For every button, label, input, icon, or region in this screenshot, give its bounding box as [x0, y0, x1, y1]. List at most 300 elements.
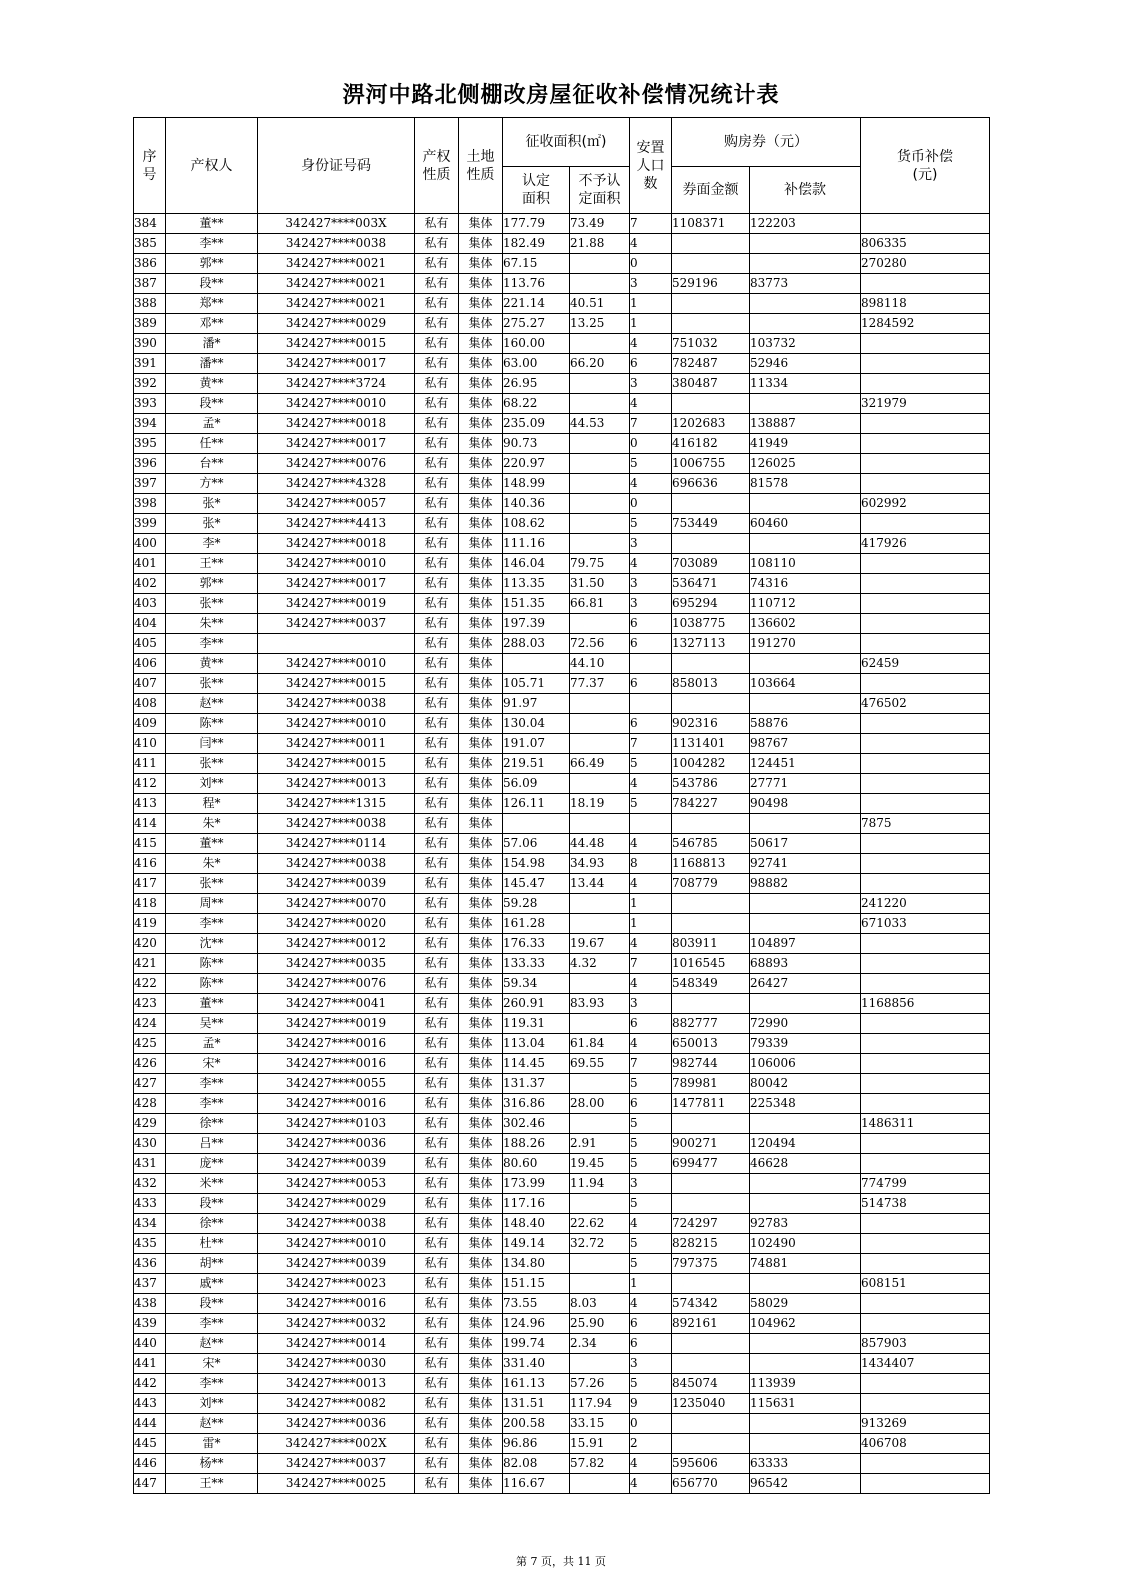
cell-voucher-comp: 52946: [750, 354, 861, 374]
cell-property-nature: 私有: [415, 1194, 459, 1214]
cell-land-nature: 集体: [459, 334, 503, 354]
cell-id-number: 342427****0114: [258, 834, 415, 854]
cell-seq: 396: [134, 454, 166, 474]
table-row: [134, 354, 990, 374]
cell-land-nature: 集体: [459, 1094, 503, 1114]
cell-owner: 庞**: [166, 1154, 258, 1174]
cell-property-nature: 私有: [415, 234, 459, 254]
table-row: [134, 694, 990, 714]
header-area-confirmed: 认定 面积: [503, 167, 570, 214]
cell-voucher-face: 1016545: [672, 954, 750, 974]
cell-land-nature: 集体: [459, 1374, 503, 1394]
cell-area-unconfirmed: 8.03: [570, 1294, 630, 1314]
cell-id-number: 342427****0015: [258, 334, 415, 354]
cell-owner: 张**: [166, 594, 258, 614]
cell-seq: 438: [134, 1294, 166, 1314]
cell-population: 3: [630, 274, 672, 294]
cell-property-nature: 私有: [415, 434, 459, 454]
cell-owner: 方**: [166, 474, 258, 494]
cell-area-confirmed: 151.35: [503, 594, 570, 614]
cell-property-nature: 私有: [415, 414, 459, 434]
cell-voucher-face: [672, 1414, 750, 1434]
cell-owner: 张**: [166, 874, 258, 894]
cell-owner: 任**: [166, 434, 258, 454]
cell-cash: [861, 1094, 990, 1114]
cell-property-nature: 私有: [415, 294, 459, 314]
cell-land-nature: 集体: [459, 594, 503, 614]
cell-land-nature: 集体: [459, 1354, 503, 1374]
cell-seq: 442: [134, 1374, 166, 1394]
cell-property-nature: 私有: [415, 1414, 459, 1434]
cell-area-unconfirmed: 28.00: [570, 1094, 630, 1114]
table-row: [134, 674, 990, 694]
cell-property-nature: 私有: [415, 354, 459, 374]
cell-cash: 270280: [861, 254, 990, 274]
cell-cash: [861, 554, 990, 574]
cell-cash: 321979: [861, 394, 990, 414]
cell-area-unconfirmed: 57.26: [570, 1374, 630, 1394]
cell-population: 6: [630, 1334, 672, 1354]
cell-voucher-comp: 191270: [750, 634, 861, 654]
cell-owner: 赵**: [166, 1414, 258, 1434]
table-row: [134, 414, 990, 434]
cell-voucher-comp: [750, 1334, 861, 1354]
cell-voucher-face: [672, 994, 750, 1014]
cell-voucher-face: 1006755: [672, 454, 750, 474]
table-row: [134, 454, 990, 474]
cell-area-unconfirmed: 31.50: [570, 574, 630, 594]
table-row: [134, 554, 990, 574]
cell-id-number: 342427****0025: [258, 1474, 415, 1494]
cell-cash: [861, 714, 990, 734]
cell-voucher-comp: [750, 314, 861, 334]
cell-cash: 671033: [861, 914, 990, 934]
table-row: [134, 494, 990, 514]
cell-owner: 台**: [166, 454, 258, 474]
cell-id-number: 342427****0017: [258, 354, 415, 374]
cell-seq: 399: [134, 514, 166, 534]
cell-cash: [861, 574, 990, 594]
cell-owner: 周**: [166, 894, 258, 914]
cell-voucher-face: 546785: [672, 834, 750, 854]
cell-land-nature: 集体: [459, 1414, 503, 1434]
table-row: [134, 1454, 990, 1474]
table-row: [134, 1314, 990, 1334]
cell-voucher-comp: 81578: [750, 474, 861, 494]
cell-seq: 436: [134, 1254, 166, 1274]
cell-cash: 1434407: [861, 1354, 990, 1374]
cell-land-nature: 集体: [459, 734, 503, 754]
cell-area-unconfirmed: [570, 494, 630, 514]
cell-land-nature: 集体: [459, 1194, 503, 1214]
cell-population: 4: [630, 974, 672, 994]
cell-id-number: 342427****0015: [258, 674, 415, 694]
cell-population: 3: [630, 534, 672, 554]
cell-cash: [861, 734, 990, 754]
cell-property-nature: 私有: [415, 694, 459, 714]
cell-voucher-face: 782487: [672, 354, 750, 374]
cell-id-number: 342427****0038: [258, 234, 415, 254]
cell-population: 5: [630, 1234, 672, 1254]
cell-owner: 李**: [166, 1094, 258, 1114]
table-row: [134, 834, 990, 854]
cell-id-number: 342427****0016: [258, 1094, 415, 1114]
cell-cash: [861, 434, 990, 454]
cell-cash: 7875: [861, 814, 990, 834]
cell-land-nature: 集体: [459, 1014, 503, 1034]
cell-seq: 421: [134, 954, 166, 974]
table-row: [134, 334, 990, 354]
cell-area-confirmed: 131.37: [503, 1074, 570, 1094]
cell-property-nature: 私有: [415, 934, 459, 954]
table-body: [134, 214, 990, 1494]
cell-property-nature: 私有: [415, 514, 459, 534]
table-row: [134, 254, 990, 274]
cell-owner: 张**: [166, 754, 258, 774]
header-voucher-comp: 补偿款: [750, 167, 861, 214]
cell-area-confirmed: 113.35: [503, 574, 570, 594]
cell-cash: [861, 474, 990, 494]
cell-cash: [861, 934, 990, 954]
cell-voucher-comp: 115631: [750, 1394, 861, 1414]
cell-voucher-comp: 72990: [750, 1014, 861, 1034]
cell-owner: 陈**: [166, 714, 258, 734]
table-row: [134, 594, 990, 614]
cell-id-number: 342427****0021: [258, 254, 415, 274]
cell-id-number: 342427****0030: [258, 1354, 415, 1374]
cell-area-confirmed: 235.09: [503, 414, 570, 434]
cell-area-unconfirmed: 21.88: [570, 234, 630, 254]
cell-owner: 李**: [166, 634, 258, 654]
cell-population: 4: [630, 874, 672, 894]
cell-area-unconfirmed: 69.55: [570, 1054, 630, 1074]
cell-owner: 朱*: [166, 814, 258, 834]
cell-cash: [861, 1454, 990, 1474]
cell-area-unconfirmed: 79.75: [570, 554, 630, 574]
cell-area-confirmed: 288.03: [503, 634, 570, 654]
cell-population: 5: [630, 794, 672, 814]
cell-population: 5: [630, 1374, 672, 1394]
cell-property-nature: 私有: [415, 1294, 459, 1314]
cell-owner: 黄**: [166, 374, 258, 394]
cell-voucher-face: [672, 814, 750, 834]
cell-area-confirmed: 188.26: [503, 1134, 570, 1154]
cell-seq: 387: [134, 274, 166, 294]
cell-property-nature: 私有: [415, 954, 459, 974]
cell-population: 4: [630, 234, 672, 254]
cell-cash: 1284592: [861, 314, 990, 334]
cell-id-number: 342427****0041: [258, 994, 415, 1014]
cell-id-number: 342427****0076: [258, 974, 415, 994]
cell-id-number: 342427****0082: [258, 1394, 415, 1414]
cell-id-number: 342427****0010: [258, 394, 415, 414]
cell-area-unconfirmed: [570, 1254, 630, 1274]
table-row: [134, 814, 990, 834]
cell-cash: [861, 1314, 990, 1334]
cell-cash: [861, 1374, 990, 1394]
cell-id-number: [258, 634, 415, 654]
cell-voucher-face: 803911: [672, 934, 750, 954]
table-row: [134, 854, 990, 874]
cell-voucher-comp: 46628: [750, 1154, 861, 1174]
cell-cash: [861, 454, 990, 474]
cell-property-nature: 私有: [415, 1034, 459, 1054]
cell-cash: 62459: [861, 654, 990, 674]
cell-population: 4: [630, 934, 672, 954]
cell-area-unconfirmed: 44.53: [570, 414, 630, 434]
cell-land-nature: 集体: [459, 1474, 503, 1494]
cell-voucher-comp: 26427: [750, 974, 861, 994]
cell-id-number: 342427****0053: [258, 1174, 415, 1194]
cell-area-unconfirmed: [570, 1474, 630, 1494]
cell-owner: 李**: [166, 1314, 258, 1334]
cell-population: 4: [630, 774, 672, 794]
cell-population: 4: [630, 1214, 672, 1234]
cell-population: 4: [630, 474, 672, 494]
cell-land-nature: 集体: [459, 1054, 503, 1074]
cell-seq: 406: [134, 654, 166, 674]
cell-land-nature: 集体: [459, 314, 503, 334]
cell-owner: 张*: [166, 494, 258, 514]
cell-area-unconfirmed: [570, 1274, 630, 1294]
cell-area-unconfirmed: 15.91: [570, 1434, 630, 1454]
cell-cash: [861, 794, 990, 814]
cell-property-nature: 私有: [415, 1014, 459, 1034]
cell-property-nature: 私有: [415, 1334, 459, 1354]
cell-owner: 戚**: [166, 1274, 258, 1294]
cell-population: 0: [630, 1414, 672, 1434]
cell-voucher-face: 656770: [672, 1474, 750, 1494]
table-row: [134, 1014, 990, 1034]
cell-seq: 411: [134, 754, 166, 774]
cell-owner: 潘**: [166, 354, 258, 374]
cell-id-number: 342427****0055: [258, 1074, 415, 1094]
cell-voucher-face: 1202683: [672, 414, 750, 434]
cell-property-nature: 私有: [415, 1134, 459, 1154]
cell-voucher-comp: 113939: [750, 1374, 861, 1394]
cell-seq: 420: [134, 934, 166, 954]
cell-owner: 王**: [166, 554, 258, 574]
table-row: [134, 1154, 990, 1174]
cell-area-unconfirmed: 44.48: [570, 834, 630, 854]
cell-population: 7: [630, 734, 672, 754]
cell-voucher-face: 797375: [672, 1254, 750, 1274]
cell-voucher-comp: [750, 234, 861, 254]
cell-seq: 404: [134, 614, 166, 634]
cell-cash: 898118: [861, 294, 990, 314]
cell-area-unconfirmed: [570, 394, 630, 414]
cell-voucher-comp: [750, 1194, 861, 1214]
cell-voucher-comp: 60460: [750, 514, 861, 534]
cell-area-confirmed: 26.95: [503, 374, 570, 394]
cell-population: 5: [630, 514, 672, 534]
cell-voucher-face: 1235040: [672, 1394, 750, 1414]
page-footer: 第 7 页，共 11 页: [516, 1555, 606, 1568]
table-row: [134, 754, 990, 774]
cell-property-nature: 私有: [415, 754, 459, 774]
cell-property-nature: 私有: [415, 1474, 459, 1494]
cell-cash: [861, 334, 990, 354]
cell-voucher-comp: 124451: [750, 754, 861, 774]
cell-voucher-comp: 92783: [750, 1214, 861, 1234]
cell-id-number: 342427****0011: [258, 734, 415, 754]
cell-population: 4: [630, 554, 672, 574]
cell-area-unconfirmed: [570, 814, 630, 834]
cell-population: 6: [630, 634, 672, 654]
cell-area-confirmed: [503, 654, 570, 674]
cell-owner: 雷*: [166, 1434, 258, 1454]
cell-voucher-comp: 80042: [750, 1074, 861, 1094]
table-row: [134, 434, 990, 454]
cell-voucher-comp: [750, 814, 861, 834]
cell-property-nature: 私有: [415, 1214, 459, 1234]
cell-property-nature: 私有: [415, 654, 459, 674]
cell-id-number: 342427****0016: [258, 1054, 415, 1074]
cell-area-confirmed: 161.13: [503, 1374, 570, 1394]
cell-owner: 李**: [166, 234, 258, 254]
cell-land-nature: 集体: [459, 1214, 503, 1234]
page-title: 淠河中路北侧棚改房屋征收补偿情况统计表: [342, 83, 780, 108]
cell-id-number: 342427****4328: [258, 474, 415, 494]
cell-population: 5: [630, 1134, 672, 1154]
cell-voucher-face: 1108371: [672, 214, 750, 234]
cell-area-unconfirmed: 117.94: [570, 1394, 630, 1414]
cell-voucher-comp: [750, 1274, 861, 1294]
cell-population: 4: [630, 1454, 672, 1474]
cell-owner: 宋*: [166, 1354, 258, 1374]
cell-owner: 董**: [166, 834, 258, 854]
cell-area-confirmed: 275.27: [503, 314, 570, 334]
cell-land-nature: 集体: [459, 1034, 503, 1054]
cell-area-confirmed: 108.62: [503, 514, 570, 534]
cell-owner: 董**: [166, 994, 258, 1014]
cell-owner: 孟*: [166, 414, 258, 434]
cell-land-nature: 集体: [459, 714, 503, 734]
cell-voucher-face: [672, 1114, 750, 1134]
cell-cash: [861, 1074, 990, 1094]
cell-seq: 417: [134, 874, 166, 894]
cell-population: 7: [630, 414, 672, 434]
cell-id-number: 342427****0012: [258, 934, 415, 954]
table-row: [134, 874, 990, 894]
cell-voucher-comp: 27771: [750, 774, 861, 794]
table-row: [134, 1294, 990, 1314]
cell-area-confirmed: 126.11: [503, 794, 570, 814]
cell-land-nature: 集体: [459, 694, 503, 714]
cell-area-confirmed: 177.79: [503, 214, 570, 234]
cell-population: 6: [630, 674, 672, 694]
cell-cash: 608151: [861, 1274, 990, 1294]
cell-seq: 445: [134, 1434, 166, 1454]
header-voucher-face: 券面金额: [672, 167, 750, 214]
cell-voucher-comp: 63333: [750, 1454, 861, 1474]
cell-voucher-face: [672, 914, 750, 934]
cell-population: 4: [630, 1294, 672, 1314]
cell-voucher-comp: 50617: [750, 834, 861, 854]
cell-property-nature: 私有: [415, 774, 459, 794]
cell-population: 3: [630, 594, 672, 614]
cell-cash: 774799: [861, 1174, 990, 1194]
cell-seq: 434: [134, 1214, 166, 1234]
cell-cash: 913269: [861, 1414, 990, 1434]
cell-id-number: 342427****0036: [258, 1414, 415, 1434]
cell-id-number: 342427****4413: [258, 514, 415, 534]
table-row: [134, 734, 990, 754]
compensation-table: [133, 117, 990, 1494]
cell-voucher-comp: 102490: [750, 1234, 861, 1254]
cell-voucher-comp: 126025: [750, 454, 861, 474]
cell-owner: 邓**: [166, 314, 258, 334]
cell-id-number: 342427****0015: [258, 754, 415, 774]
cell-owner: 杨**: [166, 1454, 258, 1474]
cell-land-nature: 集体: [459, 574, 503, 594]
cell-population: 1: [630, 894, 672, 914]
cell-seq: 439: [134, 1314, 166, 1334]
cell-property-nature: 私有: [415, 834, 459, 854]
cell-population: 6: [630, 1314, 672, 1334]
cell-population: 4: [630, 334, 672, 354]
table-row: [134, 374, 990, 394]
cell-voucher-comp: [750, 394, 861, 414]
cell-area-unconfirmed: 44.10: [570, 654, 630, 674]
cell-voucher-comp: 96542: [750, 1474, 861, 1494]
cell-area-confirmed: 134.80: [503, 1254, 570, 1274]
cell-land-nature: 集体: [459, 954, 503, 974]
cell-population: 1: [630, 314, 672, 334]
header-cash: 货币补偿 (元): [861, 118, 990, 214]
cell-voucher-comp: 103732: [750, 334, 861, 354]
cell-area-confirmed: 73.55: [503, 1294, 570, 1314]
cell-area-confirmed: 130.04: [503, 714, 570, 734]
cell-voucher-face: [672, 1274, 750, 1294]
cell-voucher-comp: [750, 1354, 861, 1374]
table-row: [134, 394, 990, 414]
cell-land-nature: 集体: [459, 654, 503, 674]
cell-seq: 441: [134, 1354, 166, 1374]
cell-land-nature: 集体: [459, 1174, 503, 1194]
cell-cash: 806335: [861, 234, 990, 254]
cell-land-nature: 集体: [459, 274, 503, 294]
cell-property-nature: 私有: [415, 814, 459, 834]
cell-property-nature: 私有: [415, 974, 459, 994]
cell-land-nature: 集体: [459, 1434, 503, 1454]
cell-id-number: 342427****0057: [258, 494, 415, 514]
cell-area-unconfirmed: [570, 734, 630, 754]
cell-owner: 朱**: [166, 614, 258, 634]
cell-cash: [861, 1394, 990, 1414]
cell-id-number: 342427****0032: [258, 1314, 415, 1334]
cell-voucher-comp: [750, 294, 861, 314]
cell-area-confirmed: 105.71: [503, 674, 570, 694]
cell-seq: 415: [134, 834, 166, 854]
cell-cash: [861, 854, 990, 874]
cell-voucher-face: [672, 294, 750, 314]
table-row: [134, 954, 990, 974]
cell-owner: 米**: [166, 1174, 258, 1194]
cell-area-confirmed: 148.99: [503, 474, 570, 494]
cell-voucher-comp: [750, 914, 861, 934]
cell-owner: 刘**: [166, 1394, 258, 1414]
cell-area-unconfirmed: [570, 274, 630, 294]
cell-area-unconfirmed: 61.84: [570, 1034, 630, 1054]
cell-seq: 432: [134, 1174, 166, 1194]
header-population: 安置 人口 数: [630, 118, 672, 214]
cell-id-number: 342427****0023: [258, 1274, 415, 1294]
cell-seq: 403: [134, 594, 166, 614]
cell-property-nature: 私有: [415, 1374, 459, 1394]
cell-property-nature: 私有: [415, 874, 459, 894]
cell-area-unconfirmed: 66.20: [570, 354, 630, 374]
